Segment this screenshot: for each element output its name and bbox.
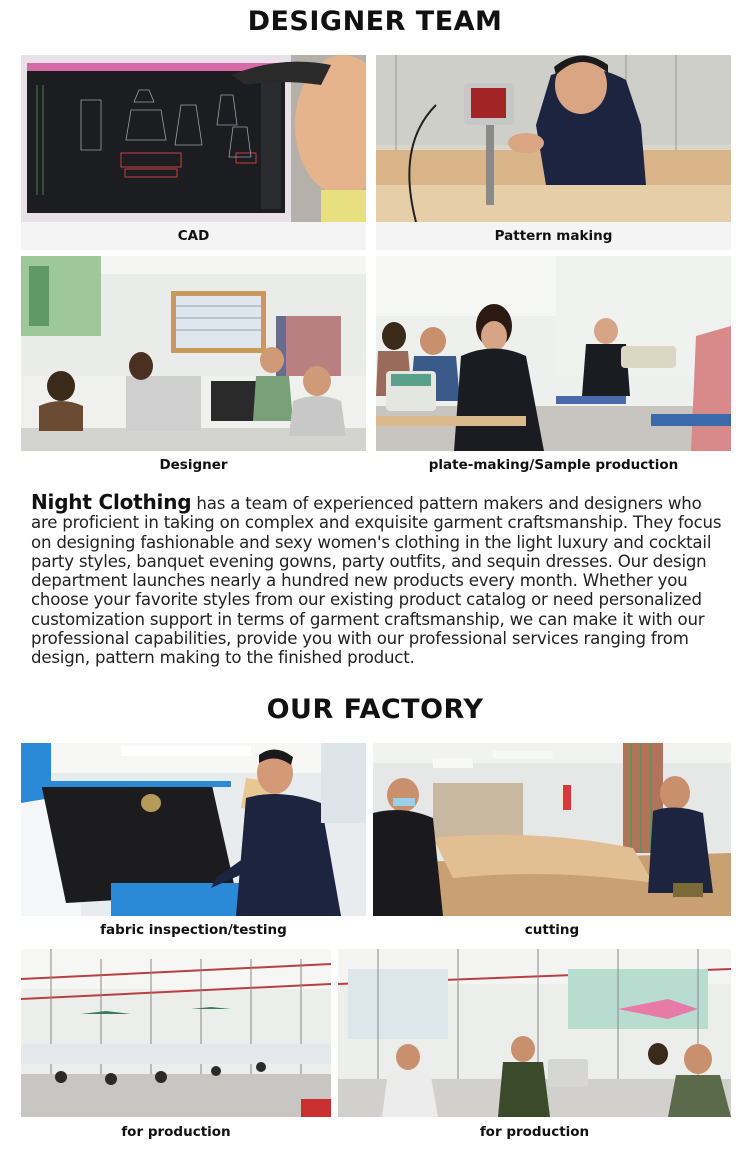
- cad-photo: [21, 55, 366, 222]
- cutting-photo: [373, 743, 731, 916]
- cad-caption: CAD: [21, 222, 366, 250]
- description-text: has a team of experienced pattern makers and designers who are proficient in taking on complex and exquisite garment craftsmanship. They focus on designing fashionable and sexy women's clothing in the light luxury and cocktail party styles, banquet evening gowns, party outfits, and sequin dresses. Our design department launches nearly a hundred new products every month. Whether you choose your favorite styles from our existing product catalog or need personalized customization support in terms of garment craftsmanship, we can make it with our professional capabilities, provide you with our professional services ranging from design, pattern making to the finished product.: [31, 494, 722, 668]
- fabric-inspection-caption: fabric inspection/testing: [21, 916, 366, 944]
- pattern-making-photo: [376, 55, 731, 222]
- pattern-making-caption: Pattern making: [376, 222, 731, 250]
- our-factory-title: OUR FACTORY: [266, 694, 484, 725]
- designer-caption: Designer: [21, 451, 366, 479]
- sample-production-caption: plate-making/Sample production: [376, 451, 731, 479]
- production-floor-photo-2: [338, 949, 731, 1117]
- designer-team-title: DESIGNER TEAM: [247, 6, 503, 37]
- company-description: [31, 490, 731, 668]
- sample-production-photo: [376, 256, 731, 451]
- production-caption-1: for production: [21, 1118, 331, 1146]
- production-floor-photo-1: [21, 949, 331, 1117]
- designer-photo: [21, 256, 366, 451]
- cutting-caption: cutting: [373, 916, 731, 944]
- brand-name: Night Clothing: [31, 490, 192, 514]
- production-caption-2: for production: [338, 1118, 731, 1146]
- fabric-inspection-photo: [21, 743, 366, 916]
